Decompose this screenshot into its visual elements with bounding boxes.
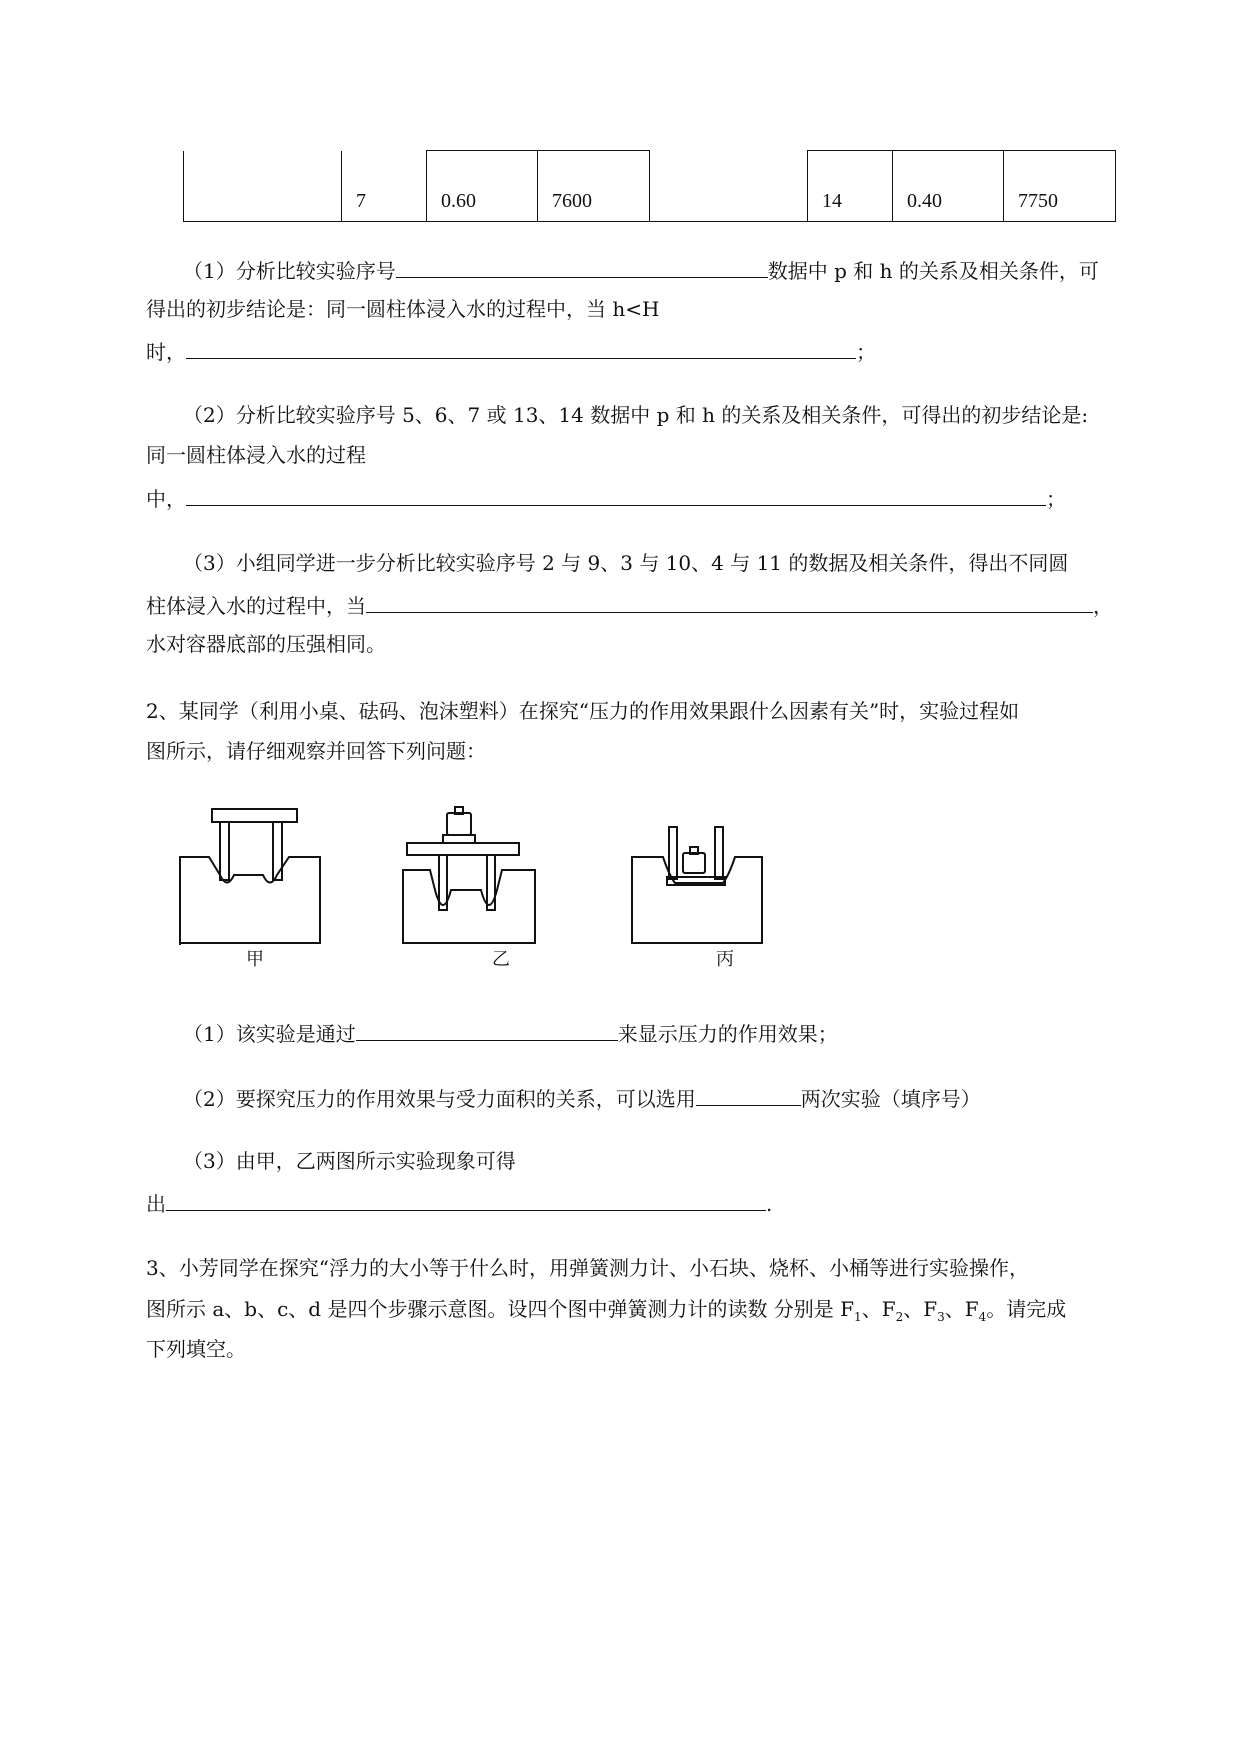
answer-blank[interactable] <box>396 255 768 278</box>
table-cell: 0.60 <box>427 151 538 222</box>
figure-jia <box>180 809 320 945</box>
q2-part3-line1: （3）由甲，乙两图所示实验现象可得 <box>183 1149 516 1173</box>
q3-line1: 3、小芳同学在探究“浮力的大小等于什么时，用弹簧测力计、小石块、烧杯、小桶等进行实验操作， <box>146 1256 1029 1280</box>
q2-intro-line2: 图所示，请仔细观察并回答下列问题： <box>146 739 486 763</box>
q3-line2: 图所示 a、b、c、d 是四个步骤示意图。设四个图中弹簧测力计的读数 分别是 $F_1$、$F_2$、$F_3$、$F_4$。请完成 <box>146 1297 1067 1324</box>
figure-bing <box>632 827 762 943</box>
table-cell: 14 <box>808 151 893 222</box>
q1-part3-line3: 水对容器底部的压强相同。 <box>146 632 386 656</box>
q3-line3: 下列填空。 <box>146 1337 246 1361</box>
answer-blank[interactable] <box>166 1188 766 1211</box>
table-cell: 7600 <box>538 151 650 222</box>
answer-blank[interactable] <box>366 590 1093 613</box>
q2-part2: （2）要探究压力的作用效果与受力面积的关系，可以选用 两次实验（填序号） <box>183 1083 981 1112</box>
figure-label-jia: 甲 <box>246 949 264 970</box>
q1-part2-line2: 同一圆柱体浸入水的过程 <box>146 443 366 467</box>
answer-blank[interactable] <box>186 483 1046 506</box>
table-cell: 7750 <box>1004 151 1116 222</box>
data-table <box>183 150 1116 222</box>
q2-part3-line2: 出 . <box>146 1188 772 1217</box>
table-cell: 7 <box>342 151 427 222</box>
q1-part3-line1: （3）小组同学进一步分析比较实验序号 2 与 9、3 与 10、4 与 11 的数据及相关条件，得出不同圆 <box>183 551 1069 575</box>
table-cell <box>650 151 808 222</box>
q1-part2-line3: 中， ； <box>146 483 1066 512</box>
answer-blank[interactable] <box>696 1083 801 1106</box>
answer-blank[interactable] <box>356 1018 618 1041</box>
answer-blank[interactable] <box>186 336 856 359</box>
figure-label-bing: 丙 <box>716 949 734 970</box>
q1-part1-line2: 得出的初步结论是：同一圆柱体浸入水的过程中，当 h<H <box>146 297 660 321</box>
q1-part1-line1: （1）分析比较实验序号 数据中 p 和 h 的关系及相关条件，可 <box>183 255 1099 284</box>
q1-part2-line1: （2）分析比较实验序号 5、6、7 或 13、14 数据中 p 和 h 的关系及相关条件，可得出的初步结论是: <box>183 403 1089 427</box>
figure-yi <box>403 807 535 943</box>
table-cell <box>184 151 342 222</box>
pressure-experiment-figure <box>175 795 780 980</box>
q1-part1-line3: 时， ； <box>146 336 876 365</box>
table-row <box>184 151 1116 222</box>
table-cell: 0.40 <box>893 151 1004 222</box>
figure-label-yi: 乙 <box>492 949 510 970</box>
q1-part3-line2: 柱体浸入水的过程中，当 ， <box>146 590 1113 619</box>
q2-intro-line1: 2、某同学（利用小桌、砝码、泡沫塑料）在探究“压力的作用效果跟什么因素有关”时，实验过程如 <box>146 699 1020 723</box>
q2-part1: （1）该实验是通过 来显示压力的作用效果； <box>183 1018 838 1047</box>
